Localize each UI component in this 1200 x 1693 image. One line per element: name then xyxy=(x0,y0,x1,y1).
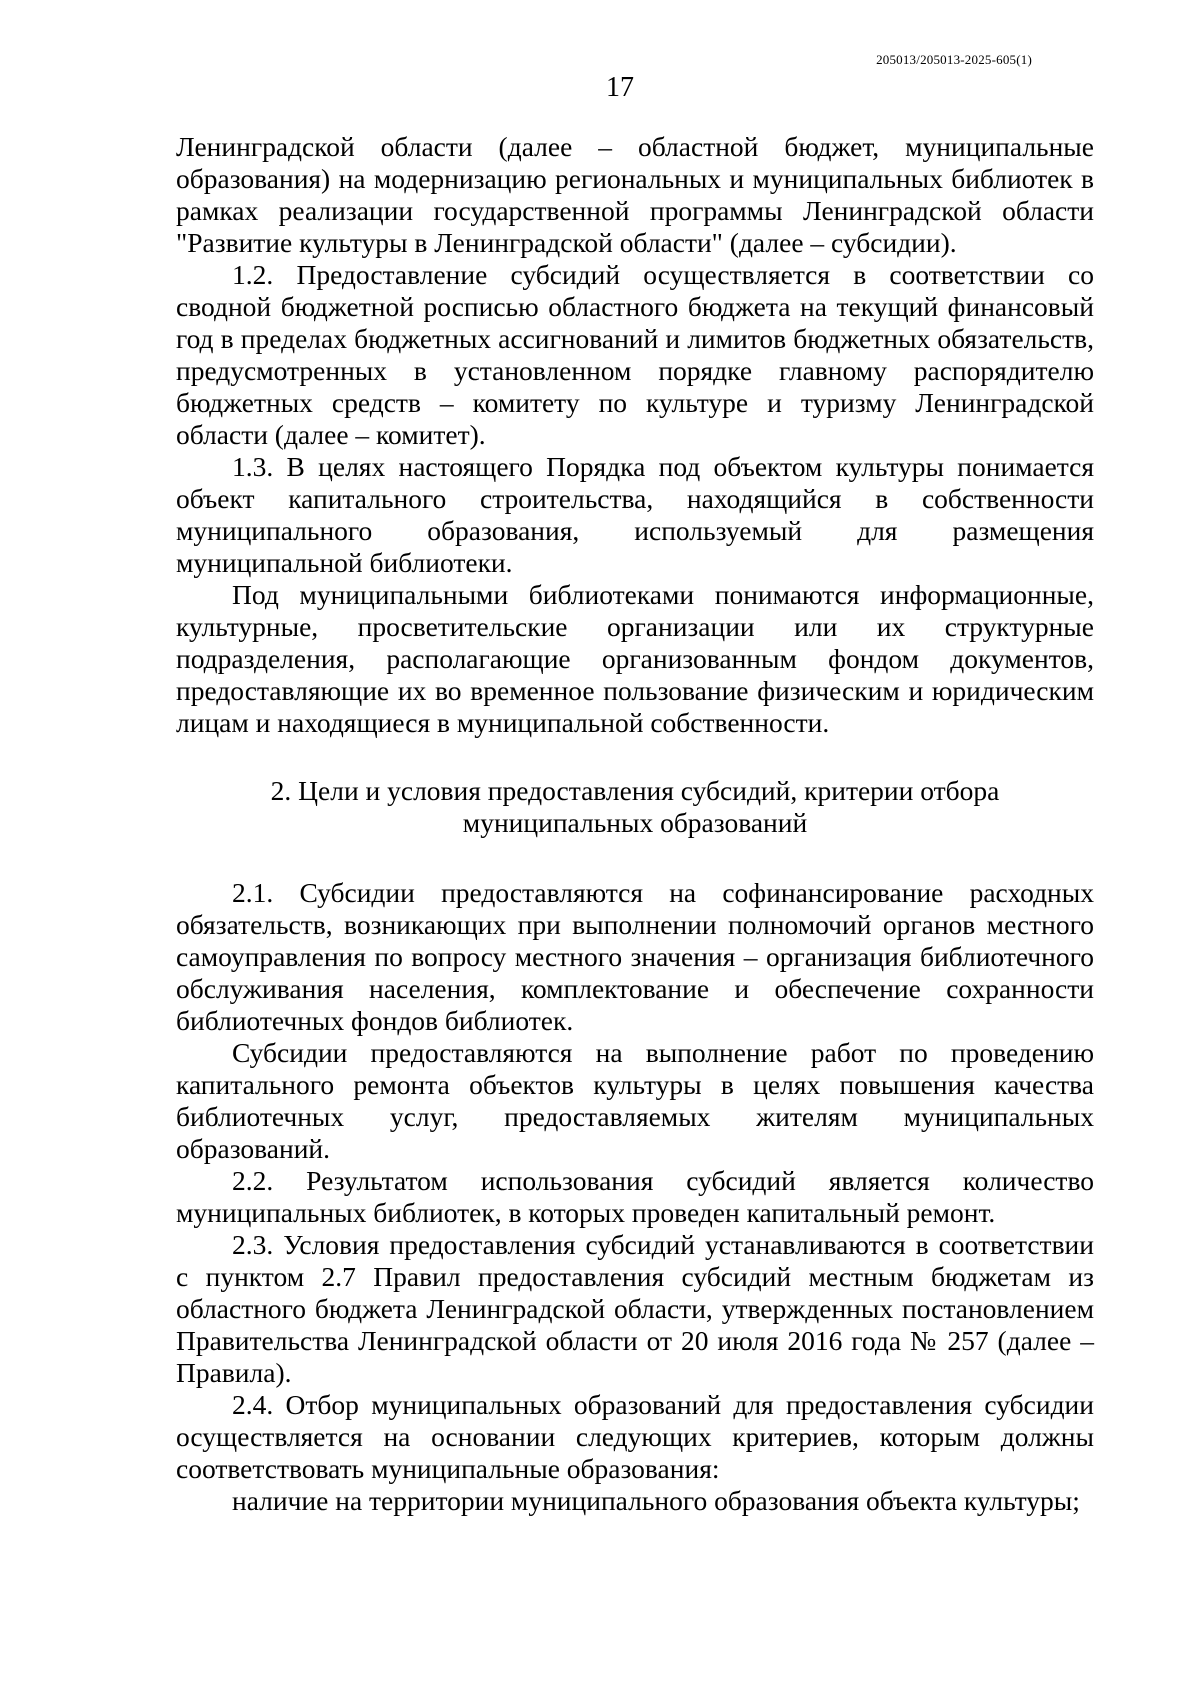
paragraph-2-4: 2.4. Отбор муниципальных образований для предоставления субсидии осуществляется на основании следующих критериев, которым должны соответствовать муниципальные образования: xyxy=(176,1389,1094,1484)
paragraph-2-2: 2.2. Результатом использования субсидий является количество муниципальных библиотек, в которых проведен капитальный ремонт. xyxy=(176,1165,1094,1228)
paragraph-2-3: 2.3. Условия предоставления субсидий устанавливаются в соответствии с пунктом 2.7 Правил предоставления субсидий местным бюджетам из областного бюджета Ленинградской области, утвержденных постановлением Правительства Ленинградской области от 20 июля 2016 года № 257 (далее – Правила). xyxy=(176,1229,1094,1388)
paragraph-2-1: 2.1. Субсидии предоставляются на софинансирование расходных обязательств, возникающих при выполнении полномочий органов местного самоуправления по вопросу местного значения – организация библиотечного обслуживания населения, комплектование и обеспечение сохранности библиотечных фондов библиотек. xyxy=(176,877,1094,1036)
paragraph-1-3: 1.3. В целях настоящего Порядка под объектом культуры понимается объект капитального строительства, находящийся в собственности муниципального образования, используемый для размещения муниципальной библиотеки. xyxy=(176,451,1094,578)
paragraph-1-2: 1.2. Предоставление субсидий осуществляется в соответствии со сводной бюджетной росписью областного бюджета на текущий финансовый год в пределах бюджетных ассигнований и лимитов бюджетных обязательств, предусмотренных в установленном порядке главному распорядителю бюджетных средств – комитету по культуре и туризму Ленинградской области (далее – комитет). xyxy=(176,259,1094,450)
paragraph-criterion-1: наличие на территории муниципального образования объекта культуры; xyxy=(232,1485,1080,1516)
document-body xyxy=(176,131,1094,1517)
section-heading-line-2: муниципальных образований xyxy=(462,807,808,838)
paragraph-capital-repair: Субсидии предоставляются на выполнение работ по проведению капитального ремонта объектов культуры в целях повышения качества библиотечных услуг, предоставляемых жителям муниципальных образований. xyxy=(176,1037,1094,1164)
paragraph-libraries-definition: Под муниципальными библиотеками понимаются информационные, культурные, просветительские организации или их структурные подразделения, располагающие организованным фондом документов, предоставляющие их во временное пользование физическим и юридическим лицам и находящиеся в муниципальной собственности. xyxy=(176,579,1094,738)
section-heading xyxy=(176,775,1094,839)
section-heading-line-1: 2. Цели и условия предоставления субсидий, критерии отбора xyxy=(270,775,1000,806)
document-id: 205013/205013-2025-605(1) xyxy=(876,52,1032,67)
paragraph-continuation: Ленинградской области (далее – областной бюджет, муниципальные образования) на модернизацию региональных и муниципальных библиотек в рамках реализации государственной программы Ленинградской области "Развитие культуры в Ленинградской области" (далее – субсидии). xyxy=(176,131,1094,258)
page-number: 17 xyxy=(606,72,634,103)
